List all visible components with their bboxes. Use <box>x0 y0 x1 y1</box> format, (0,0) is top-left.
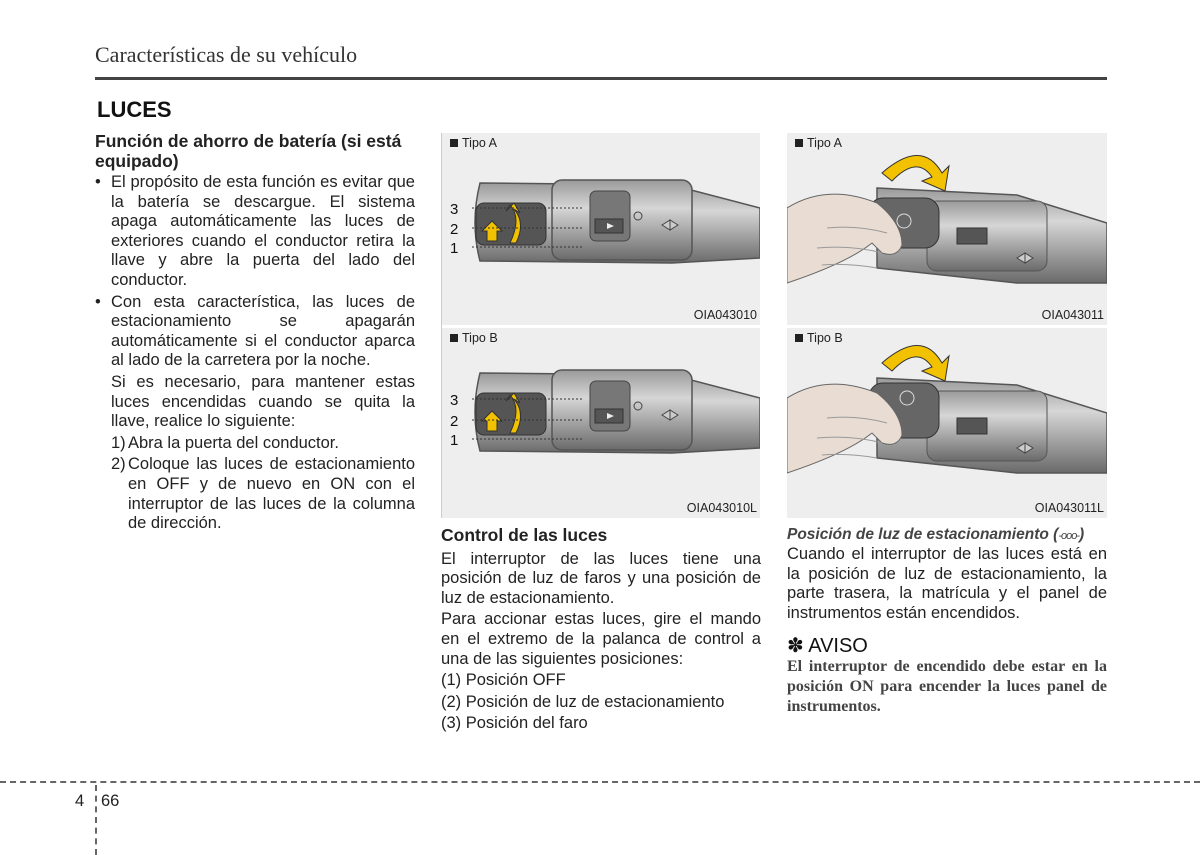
position-number: 3 <box>450 201 459 218</box>
figure-lever-tipo-a <box>442 133 760 325</box>
step-text: Abra la puerta del conductor. <box>128 433 339 452</box>
instruction-paragraph: Si es necesario, para mantener estas luces encendidas cuando se quita la llave, realice lo siguiente: <box>111 372 415 431</box>
section-title: LUCES <box>97 97 172 122</box>
step-number: 1) <box>111 433 126 452</box>
paragraph: El interruptor de las luces tiene una posición de luz de faros y una posición de luz de estacionamiento. <box>441 549 761 607</box>
figure-code: OIA043011 <box>1041 308 1104 322</box>
chapter-number: 4 <box>75 792 85 810</box>
step-item <box>95 434 415 454</box>
position-number: 2 <box>450 221 459 238</box>
parking-light-heading: Posición de luz de estacionamiento (-ooo-) <box>787 526 1085 543</box>
paragraph: Para accionar estas luces, gire el mando en el extremo de la palanca de control a una de las siguientes posiciones: <box>441 610 761 668</box>
figure-type-label: Tipo B <box>450 331 498 345</box>
position-number: 1 <box>450 432 459 449</box>
step-item <box>95 455 415 533</box>
position-list-item: (1) Posición OFF <box>441 671 566 690</box>
bullet-text: El propósito de esta función es evitar que la batería se descargue. El sistema apaga automáticamente las luces de exteriores cuando el conductor retira la llave y abre la puerta del lado del conductor. <box>111 173 415 289</box>
right-column <box>787 526 1107 717</box>
notice-title: ✽ AVISO <box>787 635 868 658</box>
hand-turning-knob-illustration <box>787 133 1107 325</box>
footer-divider <box>95 785 97 855</box>
position-number: 3 <box>450 392 459 409</box>
square-bullet-icon <box>450 139 458 147</box>
position-number: 1 <box>450 240 459 257</box>
lever-illustration <box>442 328 760 518</box>
bullet-item <box>95 173 415 291</box>
position-list-item: (2) Posición de luz de estacionamiento <box>441 692 725 711</box>
notice-body: El interruptor de encendido debe estar en la posición ON para encender la luces panel de instrumentos. <box>787 657 1107 715</box>
page-number: 66 <box>101 792 120 810</box>
notice-star-icon: ✽ <box>787 635 804 658</box>
bullet-dot: • <box>95 173 101 191</box>
figure-code: OIA043010 <box>693 308 757 322</box>
lever-illustration <box>442 133 760 325</box>
square-bullet-icon <box>795 334 803 342</box>
running-header: Características de su vehículo <box>95 42 358 67</box>
footer-rule <box>0 781 1200 783</box>
hand-turning-knob-illustration <box>787 328 1107 518</box>
figure-type-label: Tipo A <box>795 136 842 150</box>
figure-hand-tipo-b <box>787 328 1107 518</box>
square-bullet-icon <box>450 334 458 342</box>
left-column <box>95 131 415 534</box>
position-list-item: (3) Posición del faro <box>441 714 588 733</box>
header-rule <box>95 77 1107 80</box>
bullet-item <box>95 293 415 371</box>
bullet-dot: • <box>95 292 101 311</box>
middle-column <box>441 526 761 734</box>
step-number: 2) <box>111 455 126 474</box>
bullet-text: Con esta característica, las luces de estacionamiento se apagarán automáticamente si el conductor aparca al lado de la carretera por la noche. <box>111 292 415 370</box>
step-text: Coloque las luces de estacionamiento en OFF y de nuevo en ON con el interruptor de las luces de la columna de dirección. <box>128 455 415 533</box>
figure-type-label: Tipo A <box>450 136 497 150</box>
figure-lever-tipo-b <box>442 328 760 518</box>
square-bullet-icon <box>795 139 803 147</box>
parking-lamp-icon: -ooo- <box>1058 530 1079 542</box>
position-number: 2 <box>450 413 459 430</box>
light-control-heading: Control de las luces <box>441 525 608 545</box>
battery-saver-heading: Función de ahorro de batería (si está equipado) <box>95 131 402 171</box>
figure-type-label: Tipo B <box>795 331 843 345</box>
figure-code: OIA043011L <box>1034 501 1104 515</box>
figure-code: OIA043010L <box>686 501 757 515</box>
figure-hand-tipo-a <box>787 133 1107 325</box>
paragraph: Cuando el interruptor de las luces está en la posición de luz de estacionamiento, la parte trasera, la matrícula y el panel de instrumentos están encendidos. <box>787 545 1107 622</box>
